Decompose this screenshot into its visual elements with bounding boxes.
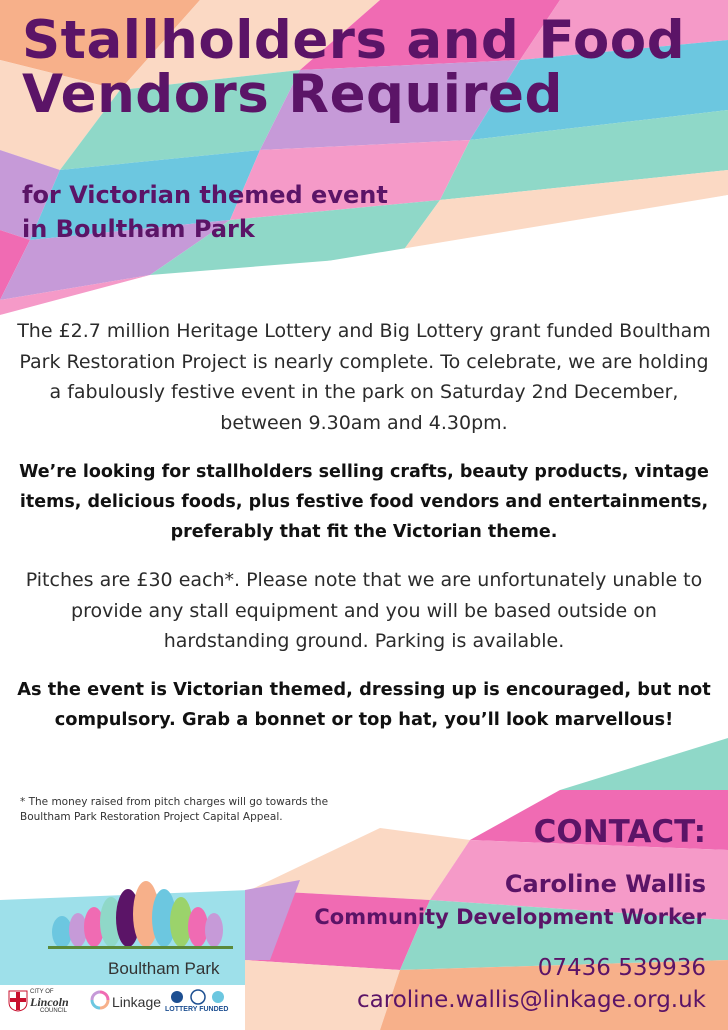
linkage-swirl-icon bbox=[90, 990, 110, 1010]
intro-paragraph: The £2.7 million Heritage Lottery and Big Lottery grant funded Boultham Park Restoration Project is nearly complete. To celebrate, we are holding a fabulously festive event in the park on Saturday 2nd December, between 9.30am and 4.30pm. bbox=[17, 320, 711, 434]
footnote: * The money raised from pitch charges will go towards the Boultham Park Restoration Project Capital Appeal. bbox=[20, 796, 329, 823]
page-title bbox=[22, 10, 722, 125]
contact-heading: CONTACT: bbox=[533, 814, 706, 850]
title-line-1: Stallholders and Food bbox=[22, 10, 686, 71]
boultham-park-tree-logo bbox=[48, 880, 233, 955]
contact-name: Caroline Wallis bbox=[504, 870, 706, 898]
lottery-funded-icons bbox=[168, 988, 228, 1006]
lincoln-council-logo-text: Lincoln bbox=[30, 995, 69, 1009]
lincoln-city-small: CITY OF bbox=[30, 989, 54, 995]
subtitle-line-1: for Victorian themed event bbox=[22, 181, 388, 209]
looking-for-paragraph: We’re looking for stallholders selling crafts, beauty products, vintage items, delicious foods, plus festive food vendors and entertainments, preferably that fit the Victorian theme. bbox=[19, 462, 709, 542]
lincoln-shield-icon bbox=[8, 990, 28, 1012]
contact-email-link[interactable]: caroline.wallis@linkage.org.uk bbox=[357, 987, 706, 1013]
boultham-park-logo-text: Boultham Park bbox=[108, 959, 220, 978]
contact-phone[interactable]: 07436 539936 bbox=[537, 955, 706, 981]
contact-role: Community Development Worker bbox=[314, 905, 706, 929]
linkage-logo-text: Linkage bbox=[112, 994, 162, 1010]
pitches-paragraph: Pitches are £30 each*. Please note that we are unfortunately unable to provide any stall equipment and you will be based outside on hardstanding ground. Parking is available. bbox=[25, 569, 703, 652]
subtitle-line-2: in Boultham Park bbox=[22, 215, 255, 243]
page-subtitle bbox=[22, 178, 622, 246]
dress-up-paragraph: As the event is Victorian themed, dressing up is encouraged, but not compulsory. Grab a bonnet or top hat, you’ll look marvellous! bbox=[17, 679, 711, 730]
lincoln-council-small: COUNCIL bbox=[40, 1008, 68, 1014]
title-line-2: Vendors Required bbox=[22, 64, 563, 125]
lottery-funded-text: LOTTERY FUNDED bbox=[165, 1006, 229, 1013]
